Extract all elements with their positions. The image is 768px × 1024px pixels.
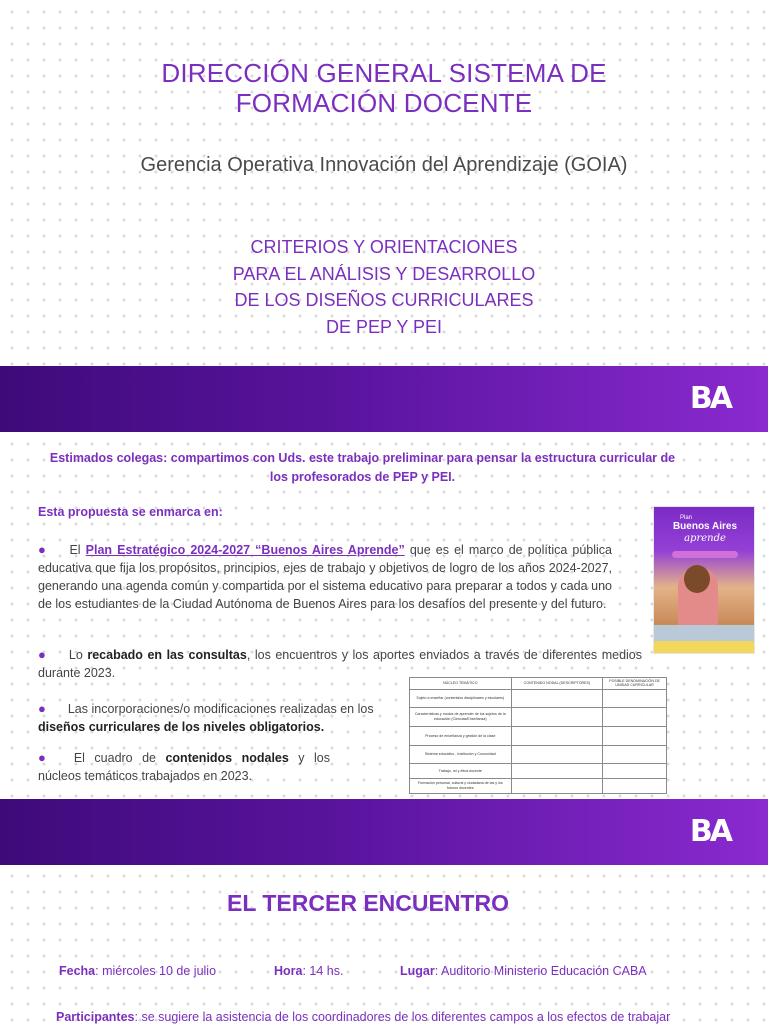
- meeting-date: Fecha: miércoles 10 de julio: [59, 964, 217, 978]
- plan-link: Plan Estratégico 2024-2027 “Buenos Aires Aprende”: [85, 543, 405, 557]
- criteria-line: DE LOS DISEÑOS CURRICULARES: [234, 290, 534, 310]
- purple-band-2: [0, 799, 768, 865]
- table-cell: Formación personal, cultural y ciudadana de las y los futuros docentes: [410, 778, 512, 793]
- encounter-title: EL TERCER ENCUENTRO: [227, 890, 509, 916]
- book-cover-image: [653, 506, 755, 654]
- bullet-plan-estrategico: ● El Plan Estratégico 2024-2027 “Buenos Aires Aprende” que es el marco de política pública educativa que fija los propósitos, principios, ejes de trabajo y objetivos de logro de los años 2024-2027, generando una agenda común y compartida por el sistema educativo para preparar a todos y cada uno de los estudiantes de la Ciudad Autónoma de Buenos Aires para los desafíos del presente y del futuro.: [38, 542, 612, 611]
- meeting-participants: Participantes: se sugiere la asistencia de los coordinadores de los diferentes campos a los efectos de trabajar: [56, 1010, 671, 1024]
- table-header-cell: POSIBLE DENOMINACIÓN DE UNIDAD CURRICULAR: [603, 678, 667, 690]
- table-row: [410, 778, 667, 793]
- bullet-contenidos-nodales: ● El cuadro de contenidos nodales y los núcleos temáticos trabajados en 2023.: [38, 750, 330, 783]
- ba-logo: BA: [689, 814, 730, 849]
- table-header-cell: CONTENIDO NODAL (DESCRIPTORES): [511, 678, 603, 690]
- table-header-cell: NÚCLEO TEMÁTICO: [410, 678, 512, 690]
- table-cell: Sujeto a enseñar (contenidos disciplinares y escolares): [410, 689, 512, 707]
- table-cell: Trabajo, rol y ética docente: [410, 763, 512, 778]
- book-cover-title: Buenos Aires: [672, 521, 738, 532]
- purple-band-1: [0, 366, 768, 432]
- criteria-line: PARA EL ANÁLISIS Y DESARROLLO: [232, 263, 536, 284]
- main-title: [0, 58, 768, 118]
- table-row: [410, 726, 667, 745]
- table-row: [410, 707, 667, 726]
- criteria-title: [0, 234, 768, 340]
- table-row: [410, 745, 667, 763]
- meeting-time: Hora: 14 hs.: [274, 964, 344, 978]
- bullet-dot-icon: ●: [38, 701, 46, 716]
- contenidos-table: [409, 677, 667, 794]
- meeting-place: Lugar: Auditorio Ministerio Educación CABA: [400, 964, 647, 978]
- bullet-consultas: ● Lo recabado en las consultas, los encuentros y los aportes enviados a través de diferentes medios durante 2023.: [38, 647, 643, 680]
- bullet-dot-icon: ●: [38, 750, 52, 765]
- intro-text: [30, 449, 695, 487]
- table-header-row: [410, 678, 667, 690]
- main-title-line2: FORMACIÓN DOCENTE: [235, 88, 533, 118]
- book-cover-small: Plan: [680, 515, 693, 521]
- intro-line2: los profesorados de PEP y PEI.: [269, 470, 456, 484]
- table-cell: Sistema educativo - Institución y Comunidad: [410, 745, 512, 763]
- book-cover-script: aprende: [684, 533, 726, 544]
- criteria-line: CRITERIOS Y ORIENTACIONES: [250, 237, 518, 257]
- intro-line1: Estimados colegas: compartimos con Uds. este trabajo preliminar para pensar la estructura curricular de: [49, 451, 676, 465]
- bullet-dot-icon: ●: [38, 647, 47, 662]
- table-cell: Proceso de enseñanza y gestión de la clase: [410, 726, 512, 745]
- table-cell: Características y modos de aprender de los sujetos de la educación (Ciencias/Enseñanza): [410, 707, 512, 726]
- table-row: [410, 689, 667, 707]
- book-cover-footer: [654, 641, 755, 653]
- criteria-line: DE PEP Y PEI: [325, 316, 443, 337]
- bullet-incorporaciones: ● Las incorporaciones/o modificaciones realizadas en los diseños curriculares de los niveles obligatorios.: [38, 701, 374, 734]
- subtitle: Gerencia Operativa Innovación del Aprendizaje (GOIA): [140, 154, 628, 176]
- table-row: [410, 763, 667, 778]
- main-title-line1: DIRECCIÓN GENERAL SISTEMA DE: [161, 58, 607, 88]
- ba-logo: BA: [689, 381, 730, 416]
- book-cover-figure-head: [684, 565, 710, 593]
- bullet-dot-icon: ●: [38, 542, 48, 557]
- framework-label: Esta propuesta se enmarca en:: [38, 505, 223, 519]
- book-cover-pill: [672, 551, 738, 558]
